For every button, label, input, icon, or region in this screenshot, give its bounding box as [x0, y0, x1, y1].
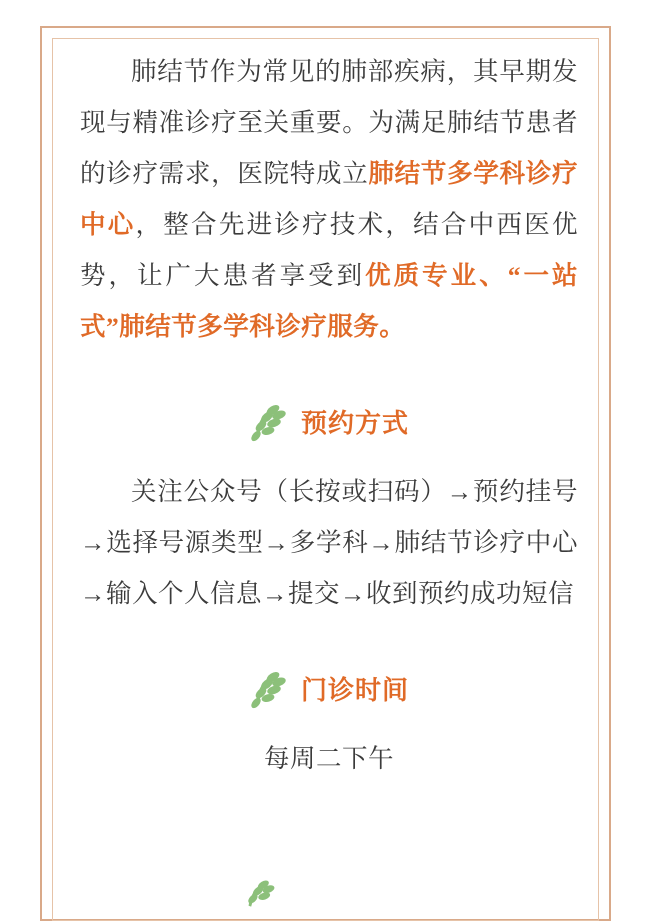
intro-segment-2-highlight: 肺结节多学科诊疗中心 [80, 159, 578, 239]
section-body-appointment: 关注公众号（长按或扫码）→预约挂号→选择号源类型→多学科→肺结节诊疗中心→输入个人信息→提交→收到预约成功短信 [80, 477, 578, 608]
section-title-clinic-hours: 门诊时间 [297, 670, 413, 713]
section-body-clinic-hours: 每周二下午 [263, 744, 394, 773]
article-content [80, 46, 578, 784]
section-heading-appointment [80, 396, 578, 452]
leaf-branch-icon-bottom [236, 877, 282, 917]
intro-paragraph [80, 46, 578, 352]
intro-segment-3: ，整合先进诊疗技术，结合中西医优势，让广大患者享受到 [80, 210, 578, 290]
section-heading-clinic-hours [80, 663, 578, 719]
intro-segment-1: 肺结节作为常见的肺部疾病，其早期发现与精准诊疗至关重要。为满足肺结节患者的诊疗需求，医院特成立 [80, 57, 578, 188]
section-title-appointment: 预约方式 [297, 403, 413, 446]
leaf-branch-icon [245, 668, 291, 714]
intro-segment-4-highlight: 优质专业、“一站式”肺结节多学科诊疗服务。 [80, 261, 578, 341]
leaf-branch-icon [245, 401, 291, 447]
